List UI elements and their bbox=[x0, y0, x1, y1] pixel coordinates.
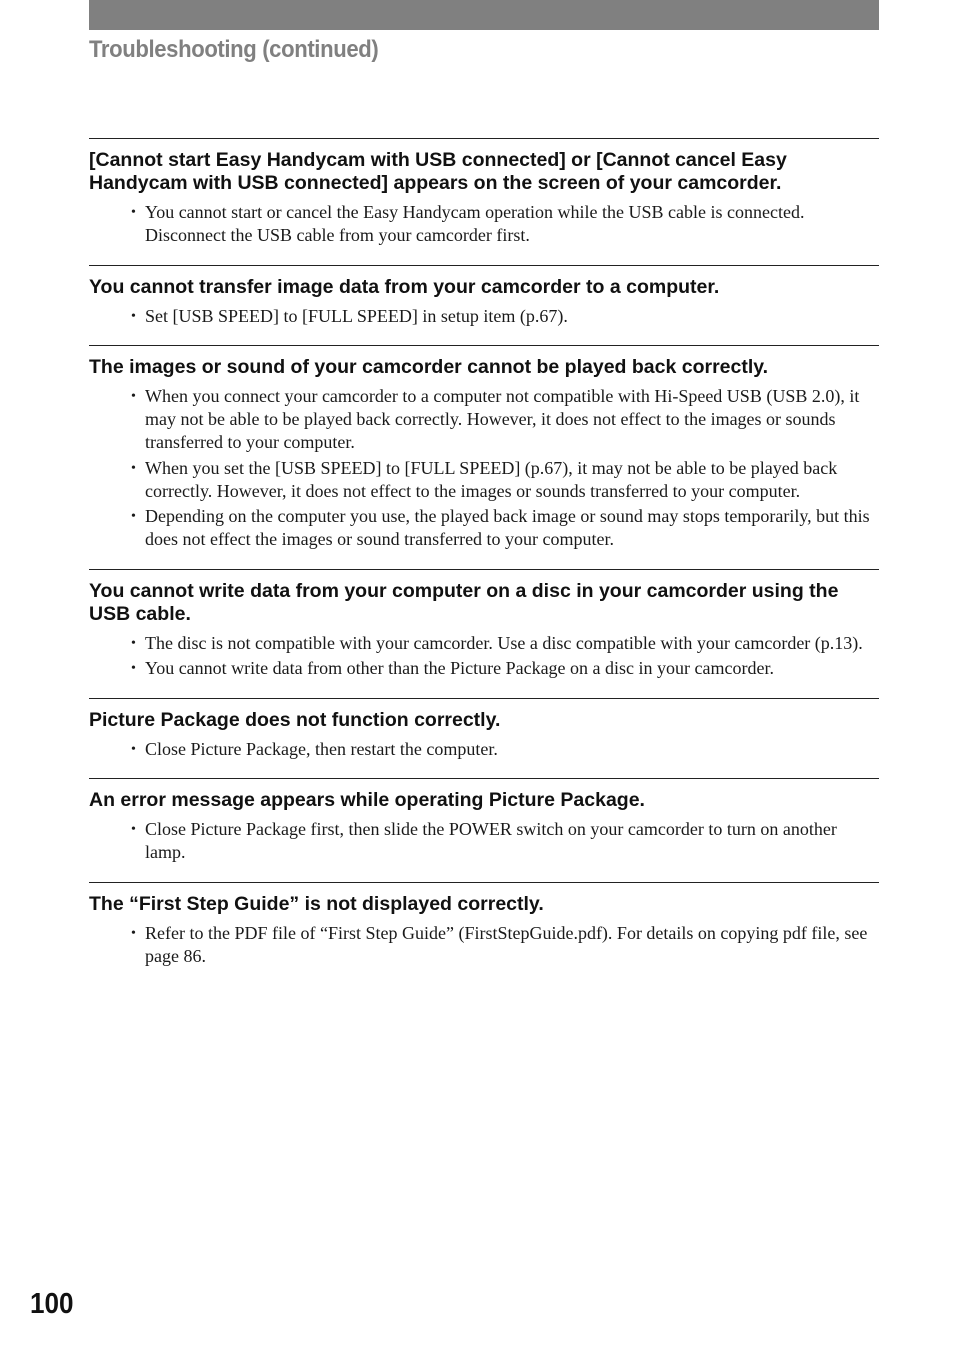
troubleshooting-section bbox=[89, 345, 879, 569]
bullet-list bbox=[89, 922, 879, 968]
list-item bbox=[131, 201, 879, 247]
list-item bbox=[131, 738, 879, 761]
list-item bbox=[131, 632, 879, 655]
bullet-icon: • bbox=[131, 308, 136, 324]
page-title: Troubleshooting (continued) bbox=[89, 36, 379, 63]
list-item-text: Refer to the PDF file of “First Step Guide” (FirstStepGuide.pdf). For details on copying pdf file, see page 86. bbox=[145, 922, 868, 966]
section-heading: You cannot transfer image data from your camcorder to a computer. bbox=[89, 275, 720, 298]
bullet-list bbox=[89, 305, 879, 328]
list-item-text: You cannot start or cancel the Easy Handycam operation while the USB cable is connected. Disconnect the USB cable from your camcorder first. bbox=[145, 202, 805, 245]
list-item-text: Depending on the computer you use, the played back image or sound may stops temporarily, but this does not effect the images or sound transferred to your computer. bbox=[145, 506, 870, 549]
list-item bbox=[131, 385, 879, 454]
troubleshooting-section bbox=[89, 569, 879, 698]
bullet-icon: • bbox=[131, 741, 136, 757]
troubleshooting-content bbox=[89, 138, 879, 985]
section-heading: You cannot write data from your computer on a disc in your camcorder using the USB cable. bbox=[89, 579, 839, 625]
list-item bbox=[131, 922, 879, 968]
list-item-text: Close Picture Package, then restart the computer. bbox=[145, 738, 498, 759]
bullet-icon: • bbox=[131, 389, 136, 404]
page-number: 100 bbox=[30, 1288, 74, 1320]
bullet-list bbox=[89, 632, 879, 681]
list-item-text: The disc is not compatible with your camcorder. Use a disc compatible with your camcorder (p.13). bbox=[145, 632, 863, 653]
section-heading: The images or sound of your camcorder cannot be played back correctly. bbox=[89, 356, 769, 378]
list-item bbox=[131, 818, 879, 864]
troubleshooting-section bbox=[89, 138, 879, 265]
troubleshooting-section bbox=[89, 698, 879, 779]
bullet-list bbox=[89, 818, 879, 864]
bullet-icon: • bbox=[131, 661, 136, 676]
bullet-icon: • bbox=[131, 925, 136, 941]
list-item-text: When you set the [USB SPEED] to [FULL SPEED] (p.67), it may not be able to be played back correctly. However, it does not effect to the images or sounds transferred to your computer. bbox=[145, 457, 838, 501]
header-bar bbox=[89, 0, 879, 30]
list-item-text: You cannot write data from other than the Picture Package on a disc in your camcorder. bbox=[145, 658, 774, 678]
list-item bbox=[131, 305, 879, 328]
list-item bbox=[131, 505, 879, 551]
list-item-text: Close Picture Package first, then slide the POWER switch on your camcorder to turn on another lamp. bbox=[145, 819, 837, 862]
list-item bbox=[131, 657, 879, 680]
section-heading: Picture Package does not function correctly. bbox=[89, 708, 501, 731]
troubleshooting-section bbox=[89, 778, 879, 882]
section-heading: An error message appears while operating Picture Package. bbox=[89, 789, 645, 811]
bullet-list bbox=[89, 201, 879, 247]
list-item-text: Set [USB SPEED] to [FULL SPEED] in setup item (p.67). bbox=[145, 305, 568, 326]
list-item-text: When you connect your camcorder to a computer not compatible with Hi-Speed USB (USB 2.0), it may not be able to be played back correctly. However, it does not effect to the images or sounds transferred to your computer. bbox=[145, 386, 860, 452]
list-item bbox=[131, 457, 879, 503]
troubleshooting-section bbox=[89, 882, 879, 986]
bullet-icon: • bbox=[131, 509, 136, 524]
section-heading: The “First Step Guide” is not displayed correctly. bbox=[89, 892, 544, 915]
bullet-icon: • bbox=[131, 460, 136, 476]
bullet-icon: • bbox=[131, 635, 136, 651]
troubleshooting-section bbox=[89, 265, 879, 346]
section-heading: [Cannot start Easy Handycam with USB connected] or [Cannot cancel Easy Handycam with USB connected] appears on the screen of your camcorder. bbox=[89, 149, 787, 194]
bullet-list bbox=[89, 385, 879, 551]
bullet-icon: • bbox=[131, 822, 136, 837]
bullet-icon: • bbox=[131, 205, 136, 220]
bullet-list bbox=[89, 738, 879, 761]
